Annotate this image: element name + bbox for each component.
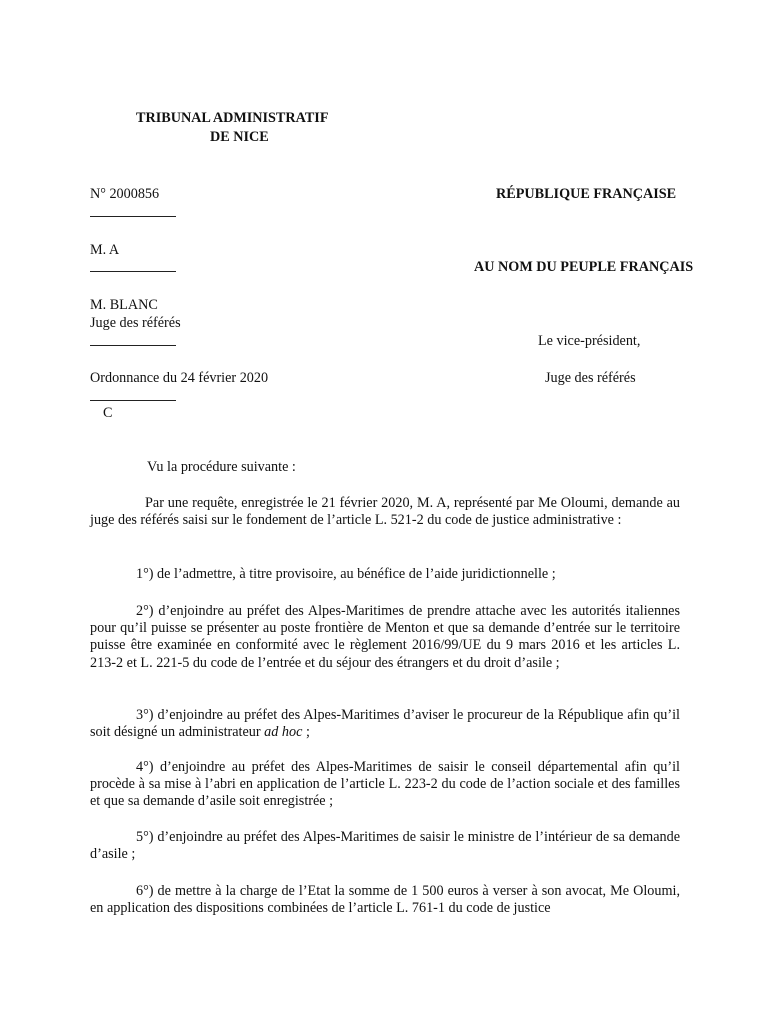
separator-rule — [90, 400, 176, 401]
court-name-line2: DE NICE — [210, 129, 269, 145]
judge-name: M. BLANC — [90, 297, 158, 313]
paragraph-request: Par une requête, enregistrée le 21 février 2020, M. A, représenté par Me Oloumi, demande au juge des référés saisi sur le fondement de l’article L. 521-2 du code de justice administrative : — [90, 495, 680, 529]
paragraph-item-2: 2°) d’enjoindre au préfet des Alpes-Maritimes de prendre attache avec les autorités italiennes pour qu’il puisse se présenter au poste frontière de Menton et que sa demande d’entrée sur le territoire puisse être examinée en conformité avec le règlement 2016/99/UE du 9 mars 2016 et les articles L. 213-2 et L. 221-5 du code de l’entrée et du séjour des étrangers et du droit d’asile ; — [90, 603, 680, 671]
paragraph-item-3 — [90, 707, 680, 741]
separator-rule — [90, 216, 176, 217]
separator-rule — [90, 345, 176, 346]
paragraph-item-4: 4°) d’enjoindre au préfet des Alpes-Maritimes de saisir le conseil départemental afin qu’il procède à sa mise à l’abri en application de l’article L. 223-2 du code de l’action sociale et des familles et que sa demande d’asile soit enregistrée ; — [90, 759, 680, 810]
separator-rule — [90, 271, 176, 272]
paragraph-item-3-end: ; — [302, 724, 310, 741]
classification-code: C — [103, 405, 113, 421]
procedure-intro: Vu la procédure suivante : — [147, 459, 296, 475]
republic-heading: RÉPUBLIQUE FRANÇAISE — [496, 186, 677, 202]
paragraph-item-6: 6°) de mettre à la charge de l’Etat la somme de 1 500 euros à verser à son avocat, Me Oloumi, en application des dispositions combinées de l’article L. 761-1 du code de justice — [90, 883, 680, 917]
paragraph-item-3-italic: ad hoc — [264, 724, 303, 741]
paragraph-item-1: 1°) de l’admettre, à titre provisoire, au bénéfice de l’aide juridictionnelle ; — [136, 566, 556, 582]
paragraph-item-3-text: 3°) d’enjoindre au préfet des Alpes-Maritimes d’aviser le procureur de la République afin qu’il soit désigné un administrateur — [90, 707, 680, 741]
court-name-line1: TRIBUNAL ADMINISTRATIF — [136, 110, 329, 126]
in-the-name-heading: AU NOM DU PEUPLE FRANÇAIS — [474, 259, 694, 275]
case-number: N° 2000856 — [90, 186, 160, 202]
paragraph-item-5: 5°) d’enjoindre au préfet des Alpes-Maritimes de saisir le ministre de l’intérieur de sa demande d’asile ; — [90, 829, 680, 863]
vice-president-label: Le vice-président, — [538, 333, 641, 349]
order-date: Ordonnance du 24 février 2020 — [90, 370, 269, 386]
judge-role: Juge des référés — [90, 315, 181, 331]
party-name: M. A — [90, 242, 120, 258]
judge-role-right: Juge des référés — [545, 370, 636, 386]
